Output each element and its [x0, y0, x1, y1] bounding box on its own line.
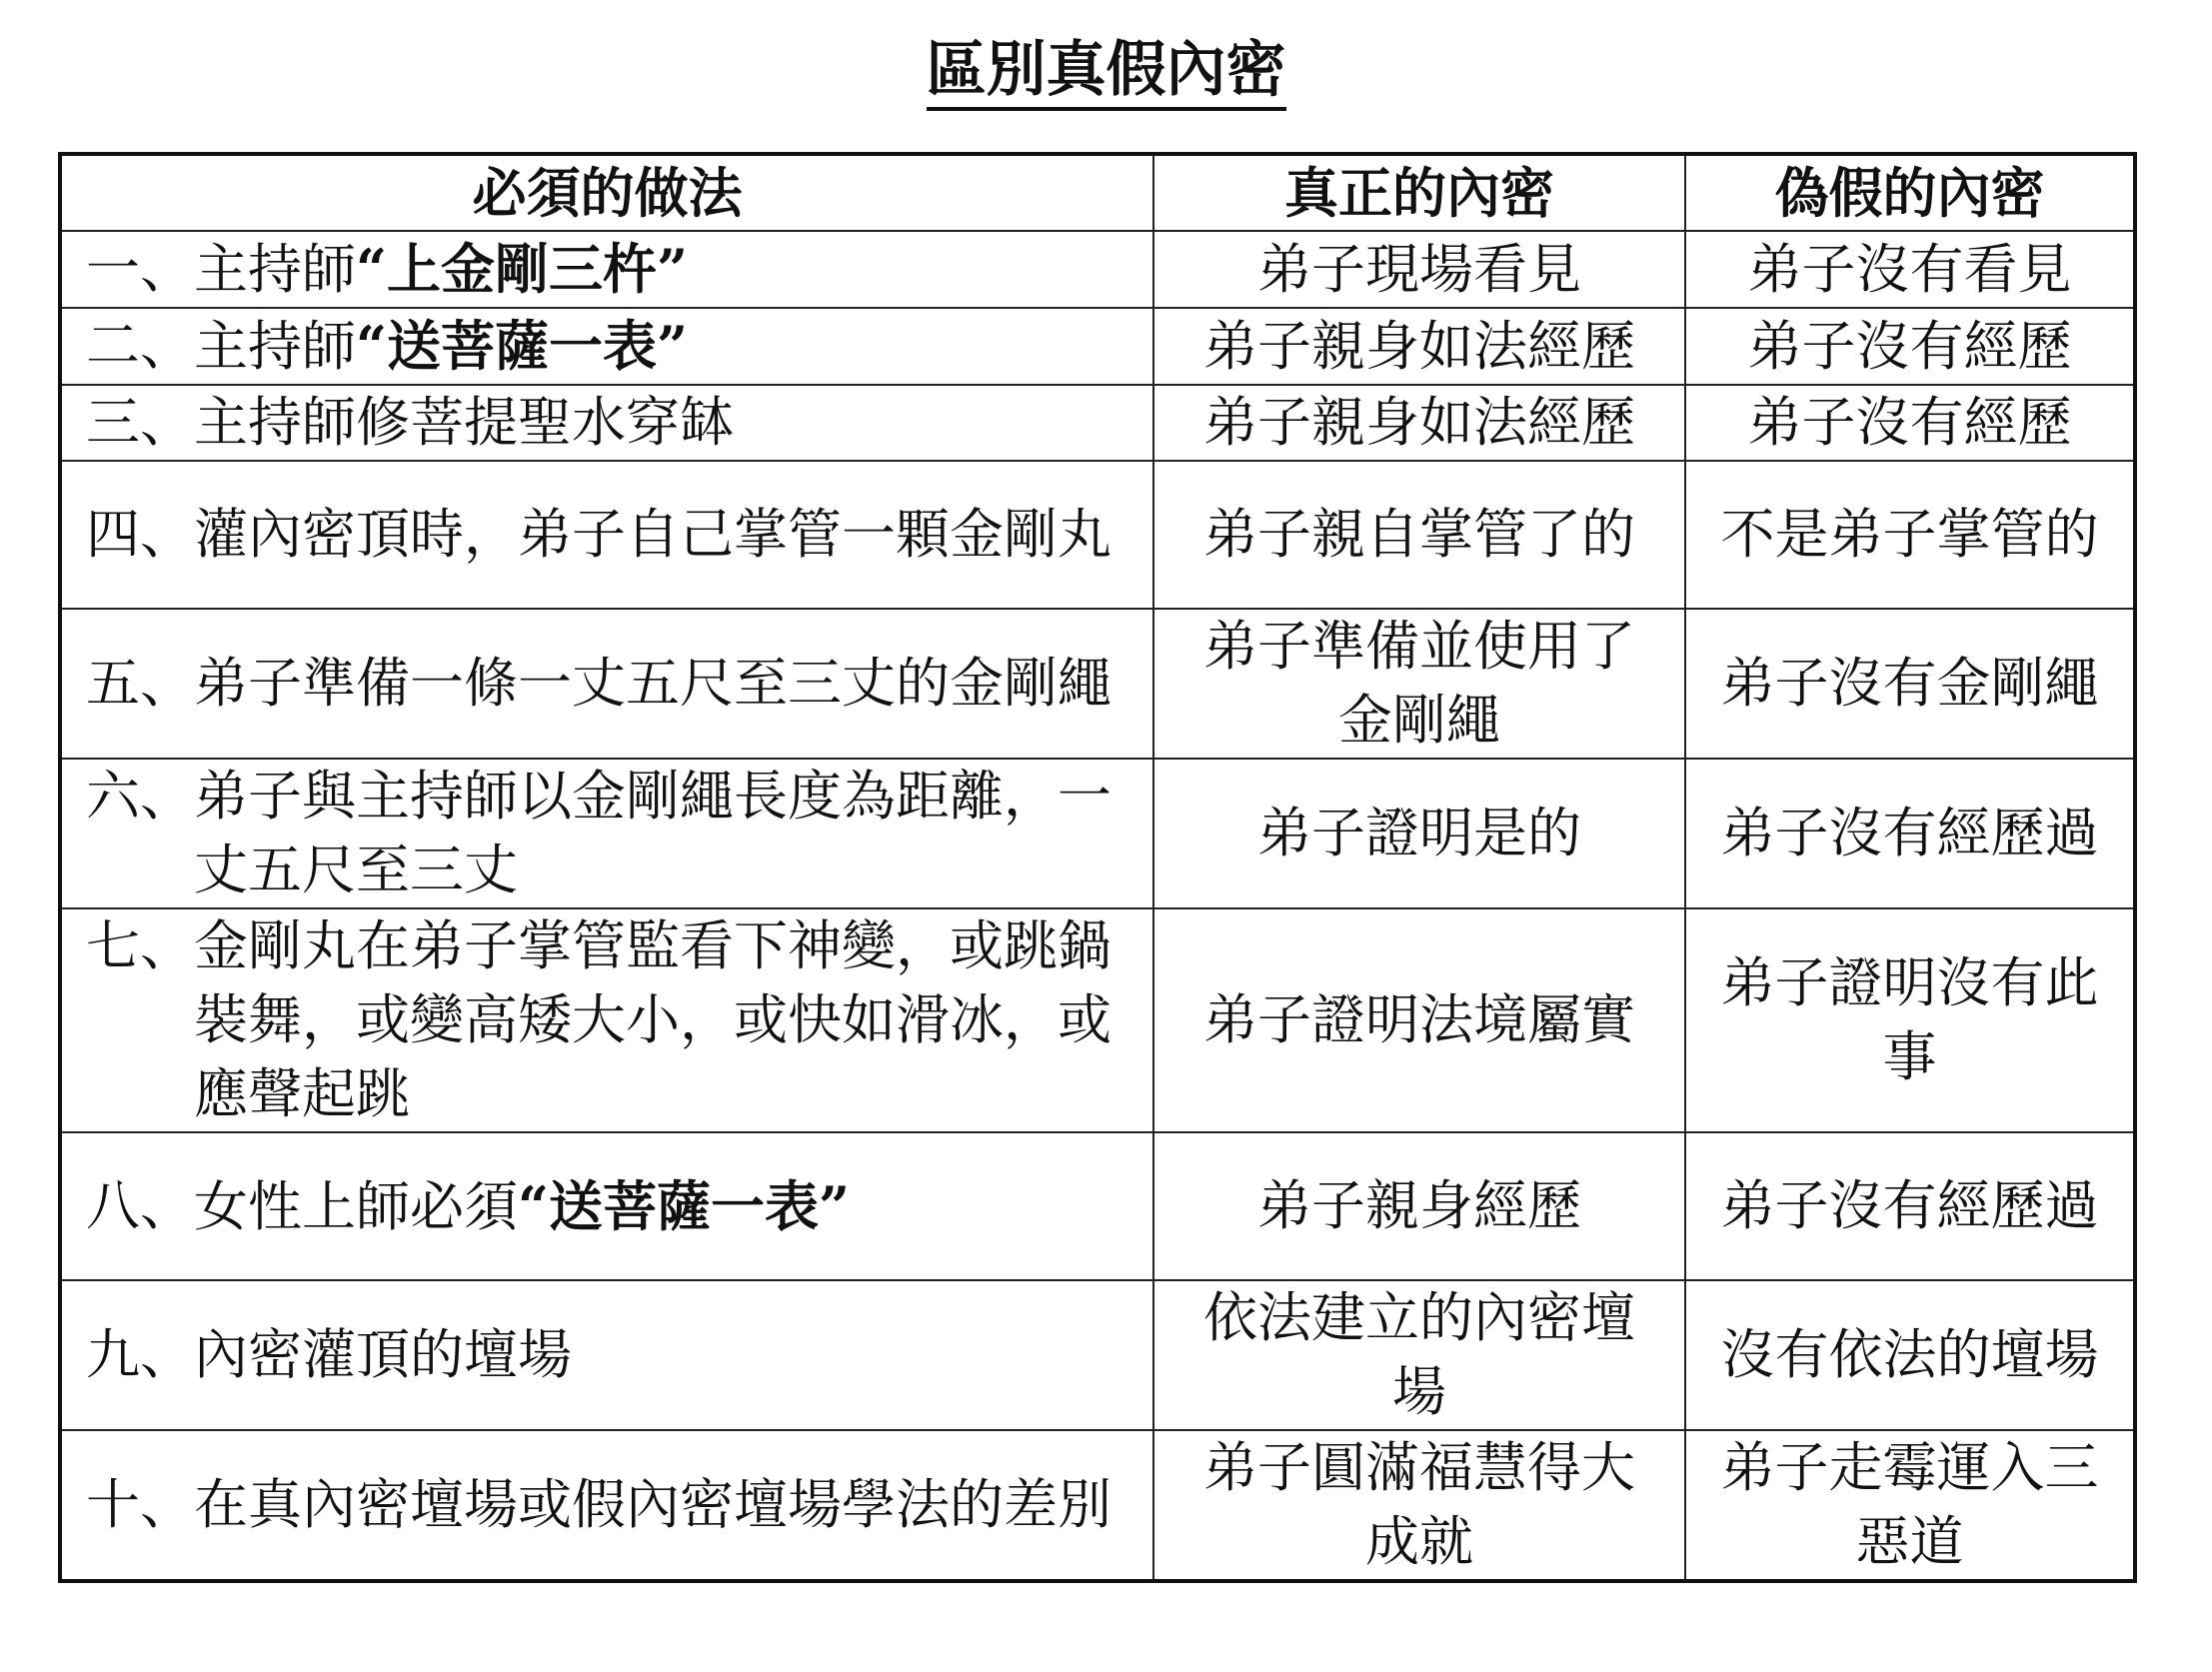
genuine-cell: 弟子親身如法經歷 [1153, 308, 1685, 385]
table-header-row [60, 154, 2135, 231]
header-false: 偽假的內密 [1685, 154, 2135, 231]
false-cell: 弟子證明沒有此事 [1685, 908, 2135, 1132]
comparison-table [58, 152, 2137, 1583]
genuine-cell: 弟子證明法境屬實 [1153, 908, 1685, 1132]
genuine-cell: 弟子親自掌管了的 [1153, 461, 1685, 609]
table-row [60, 308, 2135, 385]
false-cell: 弟子沒有經歷過 [1685, 759, 2135, 908]
practice-text: 弟子準備一條一丈五尺至三丈的金剛繩 [194, 652, 1111, 715]
false-cell: 弟子沒有經歷 [1685, 385, 2135, 461]
row-number: 四、 [86, 503, 194, 566]
table-row [60, 1430, 2135, 1581]
genuine-cell: 弟子圓滿福慧得大成就 [1153, 1430, 1685, 1581]
row-number: 八、 [86, 1173, 194, 1237]
false-cell: 不是弟子掌管的 [1685, 461, 2135, 609]
header-practice: 必須的做法 [60, 154, 1153, 231]
row-number: 十、 [86, 1473, 194, 1536]
false-cell: 沒有依法的壇場 [1685, 1280, 2135, 1430]
false-cell: 弟子沒有經歷 [1685, 308, 2135, 385]
genuine-cell: 弟子準備並使用了金剛繩 [1153, 609, 1685, 759]
practice-cell [60, 609, 1153, 759]
genuine-cell: 依法建立的內密壇場 [1153, 1280, 1685, 1430]
table-row [60, 1280, 2135, 1430]
practice-text: 金剛丸在弟子掌管監看下神變，或跳鍋裝舞，或變高矮大小，或快如滑冰，或應聲起跳 [194, 914, 1111, 1125]
row-number: 六、 [86, 765, 194, 828]
practice-text: 內密灌頂的壇場 [194, 1323, 572, 1386]
page-title-text: 區別真假內密 [927, 35, 1286, 111]
row-number: 五、 [86, 652, 194, 715]
header-genuine: 真正的內密 [1153, 154, 1685, 231]
practice-cell [60, 231, 1153, 308]
practice-emphasis: “送菩薩一表” [356, 314, 689, 378]
false-cell: 弟子走霉運入三惡道 [1685, 1430, 2135, 1581]
practice-text: 女性上師必須 [194, 1174, 518, 1238]
page-title [0, 34, 2212, 106]
practice-cell [60, 1280, 1153, 1430]
practice-text: 主持師 [194, 238, 356, 301]
practice-text: 在真內密壇場或假內密壇場學法的差別 [194, 1473, 1111, 1536]
row-number: 七、 [86, 914, 194, 977]
row-number: 九、 [86, 1323, 194, 1386]
table-row [60, 759, 2135, 908]
table-row [60, 385, 2135, 461]
genuine-cell: 弟子現場看見 [1153, 231, 1685, 308]
practice-cell [60, 1430, 1153, 1581]
table-row [60, 461, 2135, 609]
false-cell: 弟子沒有看見 [1685, 231, 2135, 308]
table-row [60, 908, 2135, 1132]
practice-text: 灌內密頂時，弟子自己掌管一顆金剛丸 [194, 503, 1111, 566]
row-number: 二、 [86, 314, 194, 377]
genuine-cell: 弟子親身經歷 [1153, 1132, 1685, 1280]
false-cell: 弟子沒有經歷過 [1685, 1132, 2135, 1280]
practice-text: 主持師修菩提聖水穿缽 [194, 391, 734, 454]
false-cell: 弟子沒有金剛繩 [1685, 609, 2135, 759]
practice-cell [60, 308, 1153, 385]
genuine-cell: 弟子親身如法經歷 [1153, 385, 1685, 461]
practice-cell [60, 385, 1153, 461]
practice-emphasis: “送菩薩一表” [518, 1173, 851, 1238]
practice-text: 主持師 [194, 315, 356, 378]
row-number: 三、 [86, 391, 194, 454]
practice-cell [60, 461, 1153, 609]
practice-cell [60, 759, 1153, 908]
practice-text: 弟子與主持師以金剛繩長度為距離，一丈五尺至三丈 [194, 765, 1111, 901]
table-row [60, 609, 2135, 759]
genuine-cell: 弟子證明是的 [1153, 759, 1685, 908]
practice-cell [60, 1132, 1153, 1280]
practice-emphasis: “上金剛三杵” [356, 237, 689, 301]
row-number: 一、 [86, 237, 194, 300]
table-row [60, 231, 2135, 308]
table-row [60, 1132, 2135, 1280]
practice-cell [60, 908, 1153, 1132]
